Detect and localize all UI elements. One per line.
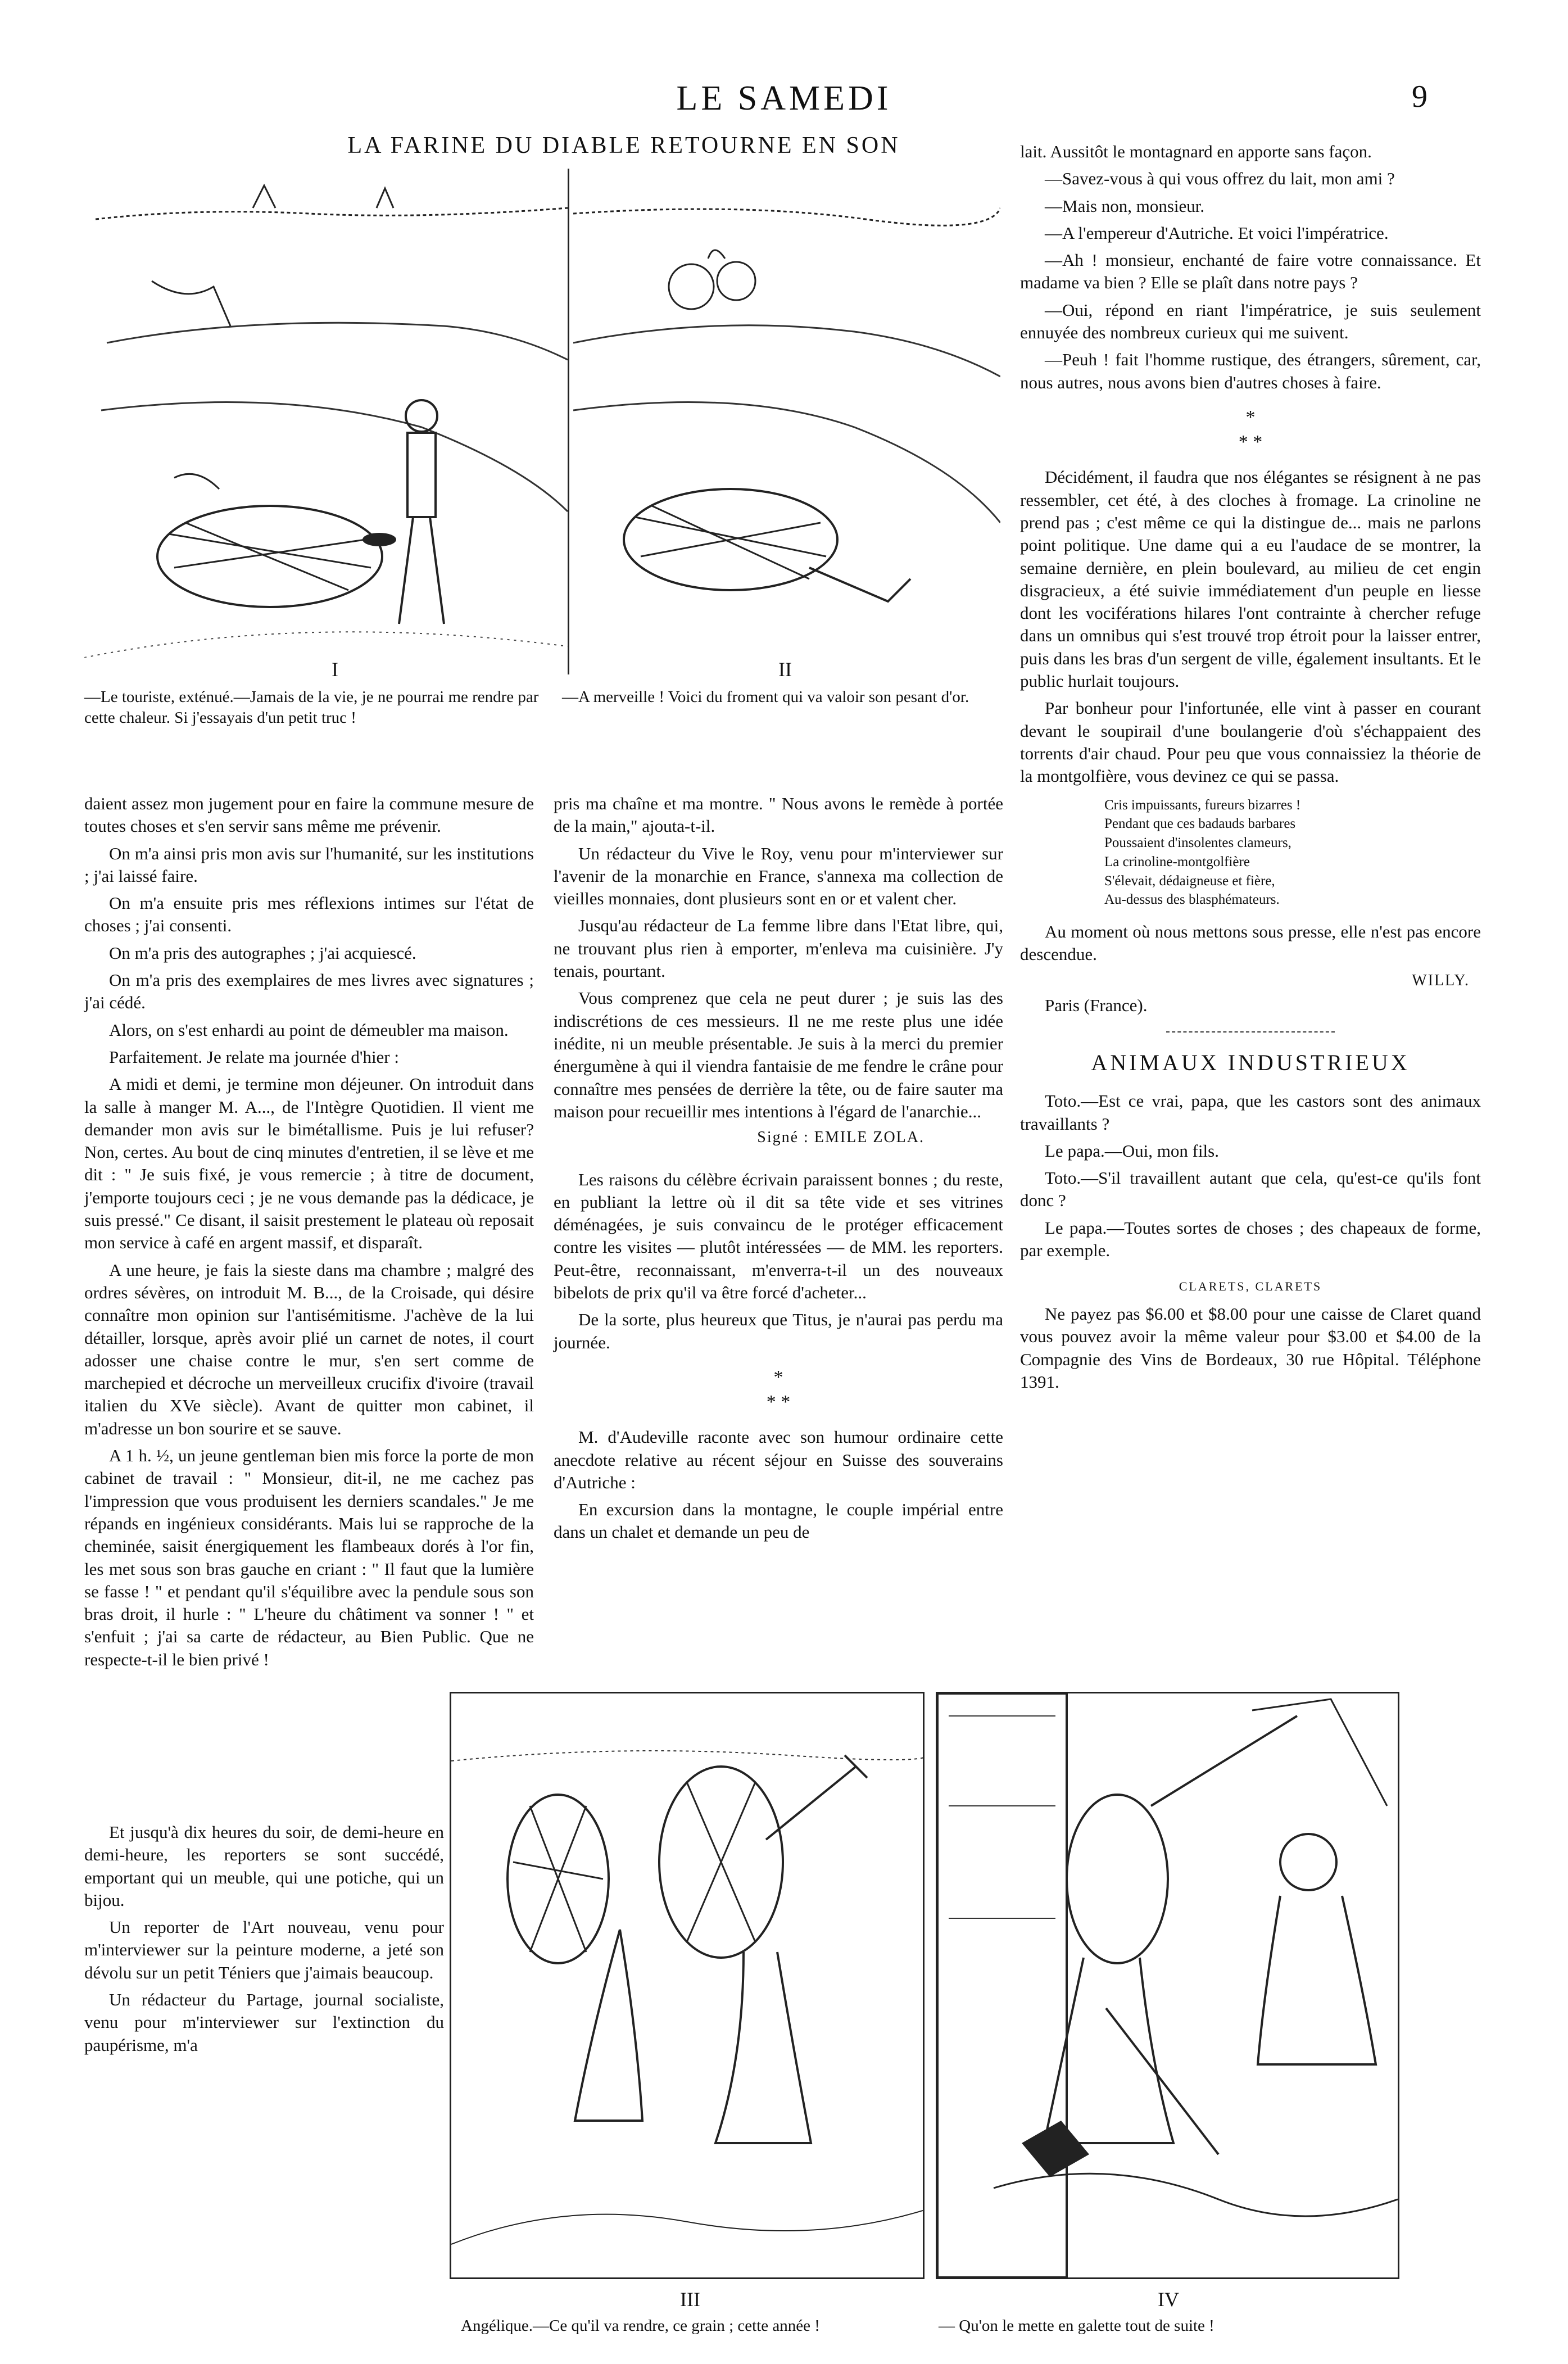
- verse-line: Poussaient d'insolentes clameurs,: [1104, 835, 1291, 850]
- paragraph: Par bonheur pour l'infortunée, elle vint à passer en courant devant le soupirail d'une boulangerie d'où s'échappaient des torrents d'air chaud. Pour peu que vous connaissiez la théorie de la montgolfière, vous devinez ce qui se passa.: [1020, 698, 1481, 786]
- paragraph: —Ah ! monsieur, enchanté de faire votre connaissance. Et madame va bien ? Elle se plaît dans notre pays ?: [1020, 250, 1481, 293]
- paragraph: daient assez mon jugement pour en faire la commune mesure de toutes choses et s'en servir sans même me prévenir.: [84, 794, 534, 836]
- panel-3-numeral: III: [680, 2288, 700, 2311]
- paragraph: —Peuh ! fait l'homme rustique, des étrangers, sûrement, car, nous autres, nous avons bien d'autres choses à faire.: [1020, 350, 1481, 392]
- verse-line: S'élevait, dédaigneuse et fière,: [1104, 873, 1275, 889]
- paragraph: On m'a ensuite pris mes réflexions intimes sur l'état de choses ; j'ai consenti.: [84, 893, 534, 936]
- article-column-1: [84, 792, 534, 1675]
- cartoon-panel-divider: [568, 169, 569, 674]
- section-title: ANIMAUX INDUSTRIEUX: [1091, 1050, 1410, 1076]
- paragraph: —A l'empereur d'Autriche. Et voici l'impératrice.: [1045, 223, 1389, 243]
- paragraph: Au moment où nous mettons sous presse, elle n'est pas encore descendue.: [1020, 922, 1481, 964]
- paragraph: A 1 h. ½, un jeune gentleman bien mis force la porte de mon cabinet de travail : " Monsieur, dit-il, ne me cachez pas l'impression que vous produisent les derniers scandales." Je me répands en ingénieux considérants. Mais lui se rapproche de la cheminée, saisit énergiquement les flambeaux dorés à l'or fin, les met sous son bras gauche en criant : " Il faut que la lumière se fasse ! " et pendant qu'il s'équilibre avec la pendule sous son bras droit, il hurle : " L'heure du châtiment va sonner ! " et s'enfuit ; j'ai sa carte de rédacteur, au Bien Public. Que ne respecte-t-il le bien privé !: [84, 1446, 534, 1669]
- ad-title: CLARETS, CLARETS: [1179, 1279, 1322, 1294]
- panel-2-caption: —A merveille ! Voici du froment qui va valoir son pesant d'or.: [562, 688, 969, 706]
- dialogue-line: Le papa.—Oui, mon fils.: [1045, 1140, 1219, 1161]
- paragraph: Décidément, il faudra que nos élégantes se résignent à ne pas ressembler, cet été, à des cloches à fromage. La crinoline ne prend pas ; c'est même ce qui la distingue de... mais ne parlons point politique. Une dame qui a eu l'audace de se montrer, la semaine dernière, en plein boulevard, au milieu de cet engin disgracieux, a été suivie immédiatement d'un peuple en liesse dont les vociférations hilares l'ont contrainte à chercher refuge dans un omnibus qui s'est trouvé trop étroit pour la laisser entrer, puis dans les bras d'un sergent de ville, également insultants. Et le public hurlait toujours.: [1020, 467, 1481, 691]
- dialogue-line: Toto.—S'il travaillent autant que cela, qu'est-ce qu'ils font donc ?: [1020, 1168, 1481, 1211]
- article-column-2: [554, 792, 1003, 1548]
- divider: [1166, 1031, 1335, 1032]
- cartoon-panel-4: [936, 1692, 1399, 2279]
- ad-text: Ne payez pas $6.00 et $8.00 pour une caisse de Claret quand vous pouvez avoir la même valeur pour $3.00 et $4.00 de la Compagnie des Vins de Bordeaux, 30 rue Hôpital. Téléphone 1391.: [1020, 1303, 1481, 1392]
- paragraph: Un rédacteur du Partage, journal socialiste, venu pour m'interviewer sur l'extinction du paupérisme, m'a: [84, 1990, 444, 2055]
- hidden-tourist-sheaf-illustration: [573, 174, 1000, 658]
- dateline: Paris (France).: [1045, 995, 1148, 1015]
- signature-willy: WILLY.: [1412, 971, 1470, 989]
- article-column-3: [1020, 141, 1481, 1398]
- paragraph: Alors, on s'est enhardi au point de démeubler ma maison.: [109, 1020, 509, 1040]
- article-column-1-continued: [84, 1821, 444, 2061]
- tourist-sheaf-illustration: [84, 174, 568, 658]
- dialogue-line: Le papa.—Toutes sortes de choses ; des chapeaux de forme, par exemple.: [1020, 1217, 1481, 1261]
- paragraph: On m'a pris des autographes ; j'ai acquiescé.: [109, 943, 416, 963]
- panel-3-caption: Angélique.—Ce qu'il va rendre, ce grain ; cette année !: [461, 2317, 820, 2335]
- panel-1-numeral: I: [332, 658, 338, 681]
- panel-1-caption: —Le touriste, exténué.—Jamais de la vie, je ne pourrai me rendre par cette chaleur. Si j'essayais d'un petit truc !: [84, 688, 539, 727]
- paragraph: —Mais non, monsieur.: [1045, 196, 1205, 216]
- paragraph: De la sorte, plus heureux que Titus, je n'aurai pas perdu ma journée.: [554, 1310, 1003, 1352]
- panel-4-caption: — Qu'on le mette en galette tout de suite !: [939, 2317, 1214, 2335]
- paragraph: On m'a ainsi pris mon avis sur l'humanité, sur les institutions ; j'ai laissé faire.: [84, 843, 534, 886]
- verse-line: Cris impuissants, fureurs bizarres !: [1104, 797, 1301, 813]
- paragraph: On m'a pris des exemplaires de mes livres avec signatures ; j'ai cédé.: [84, 970, 534, 1013]
- peasant-women-sheaf-illustration: [451, 1693, 923, 2277]
- paragraph: Un rédacteur du Vive le Roy, venu pour m'interviewer sur l'avenir de la monarchie en France, s'annexa ma collection de vieilles monnaies, dont plusieurs sont en or et valent cher.: [554, 843, 1003, 909]
- paragraph: En excursion dans la montagne, le couple impérial entre dans un chalet et demande un peu de: [554, 1500, 1003, 1542]
- verse-line: Au-dessus des blasphémateurs.: [1104, 892, 1280, 908]
- page-number: 9: [1412, 79, 1427, 114]
- paragraph: Parfaitement. Je relate ma journée d'hier :: [109, 1047, 399, 1067]
- panel-2-numeral: II: [778, 658, 792, 681]
- paragraph: —Savez-vous à qui vous offrez du lait, mon ami ?: [1045, 169, 1395, 189]
- threshing-women-illustration: [937, 1693, 1398, 2277]
- paragraph: Un reporter de l'Art nouveau, venu pour m'interviewer sur la peinture moderne, a jeté son dévolu sur un petit Téniers que j'aimais beaucoup.: [84, 1917, 444, 1982]
- signature-zola: Signé : EMILE ZOLA.: [757, 1129, 925, 1147]
- paragraph: A midi et demi, je termine mon déjeuner. On introduit dans la salle à manger M. A..., de l'Intègre Quotidien. Il vient me demander mon avis sur le bimétallisme. Puis je lui refuser? Non, certes. Au bout de cinq minutes d'entretien, il se lève et me dit : " Je suis fixé, je vous remercie ; à titre de document, j'emporte toujours ceci ; je ne vous demande pas la dédicace, je suis pressé." Ce disant, il saisit prestement le plateau où reposait mon service à café en argent massif, et disparaît.: [84, 1074, 534, 1253]
- paragraph: lait. Aussitôt le montagnard en apporte sans façon.: [1020, 142, 1372, 161]
- paragraph: —Oui, répond en riant l'impératrice, je suis seulement ennuyée des nombreux curieux qui me suivent.: [1020, 300, 1481, 343]
- verse: [1104, 796, 1481, 910]
- section-stars: * * *: [1238, 406, 1263, 453]
- dialogue-line: Toto.—Est ce vrai, papa, que les castors sont des animaux travaillants ?: [1020, 1091, 1481, 1134]
- cartoon-panel-3: [450, 1692, 925, 2279]
- verse-line: La crinoline-montgolfière: [1104, 854, 1250, 869]
- cartoon-panel-2: [573, 174, 1000, 658]
- paragraph: M. d'Audeville raconte avec son humour ordinaire cette anecdote relative au récent séjour en Suisse des souverains d'Autriche :: [554, 1427, 1003, 1492]
- verse-line: Pendant que ces badauds barbares: [1104, 816, 1296, 832]
- newspaper-title: LE SAMEDI: [676, 79, 892, 117]
- paragraph: Vous comprenez que cela ne peut durer ; je suis las des indiscrétions de ces messieurs. Il ne me reste plus une idée inédite, ni un meuble présentable. Je suis à la merci du premier énergumène à qui il viendra fantaisie de me fendre le crâne pour connaître mes pensées de derrière la tête, ou de faire sauter ma maison pour recueillir mes intentions à l'égard de l'anarchie...: [554, 988, 1003, 1121]
- paragraph: Jusqu'au rédacteur de La femme libre dans l'Etat libre, qui, ne trouvant plus rien à emporter, m'enleva ma cuisinière. J'y tenais, pourtant.: [554, 916, 1003, 981]
- section-stars: * * *: [766, 1366, 791, 1413]
- panel-4-numeral: IV: [1158, 2288, 1179, 2311]
- paragraph: Et jusqu'à dix heures du soir, de demi-heure en demi-heure, les reporters se sont succédé, emportant qui un meuble, qui une potiche, qui un bijou.: [84, 1822, 444, 1910]
- paragraph: pris ma chaîne et ma montre. " Nous avons le remède à portée de la main," ajouta-t-il.: [554, 794, 1003, 836]
- cartoon-title: LA FARINE DU DIABLE RETOURNE EN SON: [347, 133, 900, 158]
- cartoon-panel-1: [84, 174, 568, 658]
- paragraph: A une heure, je fais la sieste dans ma chambre ; malgré des ordres sévères, on introduit M. B..., de la Croisade, qui désire connaître mon opinion sur l'antisémitisme. J'achève de la lui détailler, lorsque, après avoir plié un carnet de notes, il court adosser une chaise contre le mur, s'en sert comme de marchepied et décroche un merveilleux crucifix d'ivoire (travail italien du XVe siècle). Avant de quitter mon cabinet, il m'adresse un bon sourire et se sauve.: [84, 1260, 534, 1438]
- paragraph: Les raisons du célèbre écrivain paraissent bonnes ; du reste, en publiant la lettre où il dit sa tête vide et ses vitrines déménagées, je suis convaincu de le protéger efficacement contre les visites — plutôt intéressées — de MM. les reporters. Peut-être, reconnaissant, m'enverra-t-il un des nouveaux bibelots de prix qu'il va être forcé d'acheter...: [554, 1169, 1003, 1303]
